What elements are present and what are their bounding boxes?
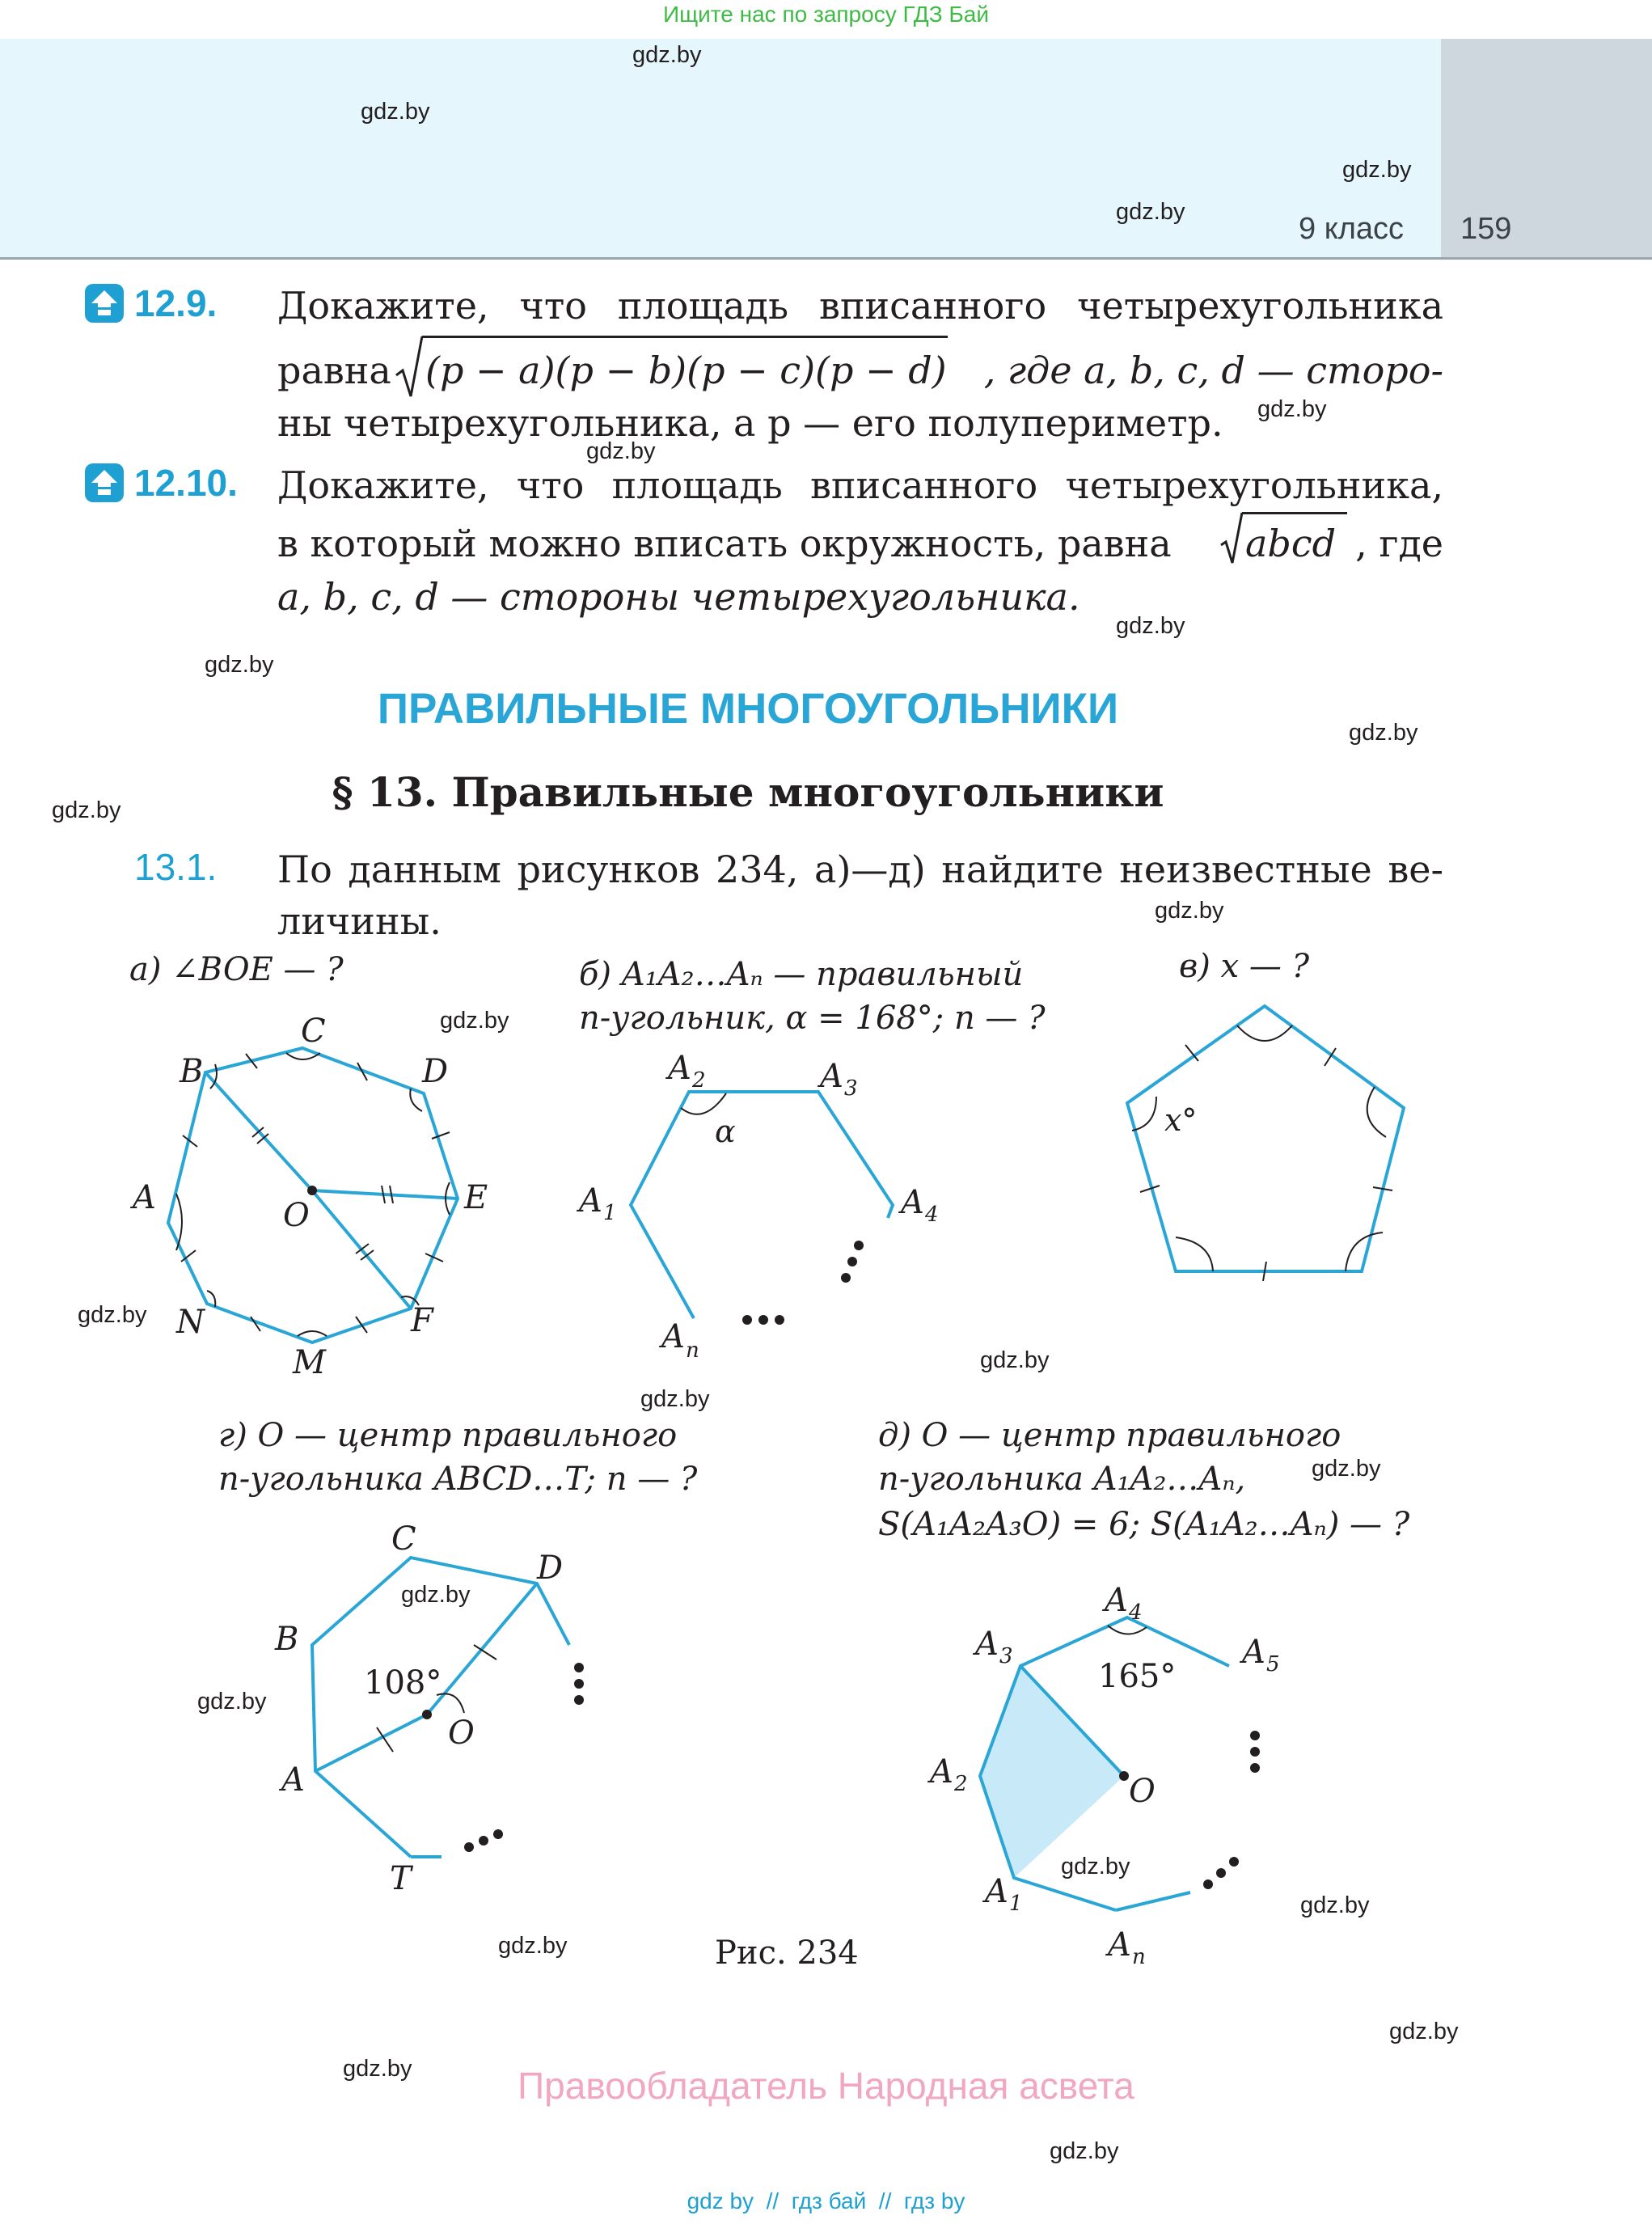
svg-text:F: F [411,1302,433,1339]
page-number: 159 [1460,212,1512,246]
figure-d-caption-line3: S(A₁A₂A₃O) = 6; S(A₁A₂…Aₙ) — ? [878,1506,1410,1543]
svg-text:A: A [820,1058,843,1095]
svg-text:2: 2 [692,1068,706,1093]
svg-text:O: O [1129,1773,1156,1810]
watermark: gdz.by [498,1933,568,1959]
task-12-9-formula: (p − a)(p − b)(p − c)(p − d) [425,349,947,392]
figure-g [259,1512,598,1901]
watermark: gdz.by [1116,199,1185,225]
figure-b-caption-line1: б) A₁A₂…Aₙ — правильный [579,956,1024,993]
svg-text:A: A [1105,1582,1128,1619]
svg-text:O: O [283,1197,310,1234]
figure-g-caption-line1: г) O — центр правильного [218,1417,678,1454]
task-12-9-line2-prefix: равна [277,349,391,392]
svg-text:3: 3 [844,1076,858,1101]
svg-text:A: A [133,1179,156,1216]
figure-d-caption-line1: д) O — центр правильного [878,1417,1341,1454]
watermark: gdz.by [1061,1854,1130,1879]
top-banner[interactable]: Ищите нас по запросу ГДЗ Бай [662,2,990,27]
watermark: gdz.by [1257,396,1327,422]
figure-v [1108,987,1431,1310]
svg-text:α: α [715,1114,736,1149]
svg-text:1: 1 [1009,1892,1023,1916]
task-12-10-line2-prefix: в который можно вписать окружность, равна [277,522,1172,565]
figure-a [121,1003,526,1391]
watermark: gdz.by [401,1582,471,1608]
svg-text:B: B [180,1053,204,1090]
house-icon [84,463,125,503]
task-12-9-number: 12.9. [134,282,218,324]
figure-caption: Рис. 234 [715,1934,859,1972]
svg-text:A: A [901,1184,924,1221]
house-icon [84,283,125,323]
watermark: gdz.by [52,797,121,823]
watermark: gdz.by [78,1302,147,1328]
svg-text:5: 5 [1266,1652,1280,1676]
sqrt-overline [422,336,948,338]
svg-text:A: A [661,1318,685,1355]
watermark: gdz.by [1342,157,1412,183]
watermark: gdz.by [1312,1456,1381,1482]
section-title: ПРАВИЛЬНЫЕ МНОГОУГОЛЬНИКИ [377,685,1119,733]
task-13-1-number: 13.1. [134,846,218,888]
task-12-10-line1: Докажите, что площадь вписанного четырехугольника, [277,463,1443,507]
watermark: gdz.by [1389,2019,1459,2044]
svg-text:A: A [985,1873,1008,1910]
svg-text:B: B [275,1621,299,1658]
svg-text:A: A [668,1050,691,1087]
svg-text:T: T [390,1860,412,1897]
svg-text:M: M [293,1344,326,1381]
svg-text:4: 4 [1129,1600,1143,1625]
figure-d-caption-line2: n-угольника A₁A₂…Aₙ, [878,1461,1246,1498]
figure-g-caption-line2: n-угольника ABCD…T; n — ? [218,1461,698,1498]
task-12-10-number: 12.10. [134,462,238,504]
watermark: gdz.by [640,1386,710,1412]
figure-b-caption-line2: n-угольник, α = 168°; n — ? [579,1000,1046,1037]
watermark: gdz.by [1050,2138,1119,2164]
paragraph-title: § 13. Правильные многоугольники [332,768,1164,816]
watermark: gdz.by [980,1347,1050,1373]
svg-text:3: 3 [999,1644,1013,1668]
svg-text:C: C [301,1013,326,1050]
figure-a-caption: а) ∠BOE — ? [129,951,344,988]
header-divider [0,257,1652,260]
watermark: gdz.by [1116,613,1185,639]
task-12-9-line2-suffix: , где a, b, c, d — сторо- [983,349,1443,392]
svg-text:E: E [464,1179,488,1216]
watermark: gdz.by [632,42,702,68]
svg-text:A: A [1108,1926,1131,1964]
svg-text:A: A [281,1761,305,1799]
svg-text:O: O [448,1715,475,1752]
task-13-1-line2: личины. [277,899,442,943]
figure-v-caption: в) x — ? [1179,948,1310,985]
sqrt-sign [1219,509,1244,566]
task-12-10-line3: a, b, c, d — стороны четырехугольника. [277,575,1080,619]
svg-text:165°: 165° [1098,1658,1177,1695]
task-12-10-formula: abcd [1245,522,1337,565]
watermark: gdz.by [343,2056,412,2082]
watermark: gdz.by [361,99,430,125]
svg-text:A: A [975,1626,999,1663]
svg-text:D: D [422,1053,449,1090]
svg-text:A: A [579,1182,602,1220]
svg-text:4: 4 [925,1203,939,1227]
figure-b [566,1035,970,1375]
footer-links[interactable]: gdz by // гдз бай // гдз by [687,2188,965,2213]
watermark: gdz.by [440,1008,509,1034]
svg-text:N: N [176,1304,205,1341]
watermark: gdz.by [1155,898,1224,924]
svg-text:n: n [686,1338,699,1363]
task-12-9-line3: ны четырехугольника, а p — его полупериметр. [277,401,1223,445]
svg-text:A: A [1242,1634,1265,1671]
figure-d [922,1569,1423,1989]
svg-text:1: 1 [603,1201,617,1225]
sqrt-overline [1242,512,1347,514]
task-12-10-line2-suffix: , где [1355,522,1443,565]
svg-text:2: 2 [954,1772,968,1796]
watermark: gdz.by [205,652,274,678]
sqrt-sign [395,333,424,401]
grade-label: 9 класс [1299,212,1405,246]
svg-text:A: A [930,1753,953,1791]
watermark: gdz.by [197,1689,267,1715]
task-13-1-line1: По данным рисунков 234, а)—д) найдите неизвестные ве- [277,848,1443,891]
svg-text:x°: x° [1164,1102,1198,1138]
svg-text:n: n [1132,1945,1146,1969]
svg-text:C: C [391,1520,416,1558]
watermark: gdz.by [586,438,656,464]
svg-text:D: D [537,1550,564,1587]
svg-text:108°: 108° [364,1664,442,1702]
task-12-9-line1: Докажите, что площадь вписанного четырехугольника [277,284,1443,328]
watermark: gdz.by [1300,1892,1370,1918]
rights-holder: Правообладатель Народная асвета [518,2065,1134,2107]
watermark: gdz.by [1349,720,1418,746]
header-band [0,39,1441,259]
